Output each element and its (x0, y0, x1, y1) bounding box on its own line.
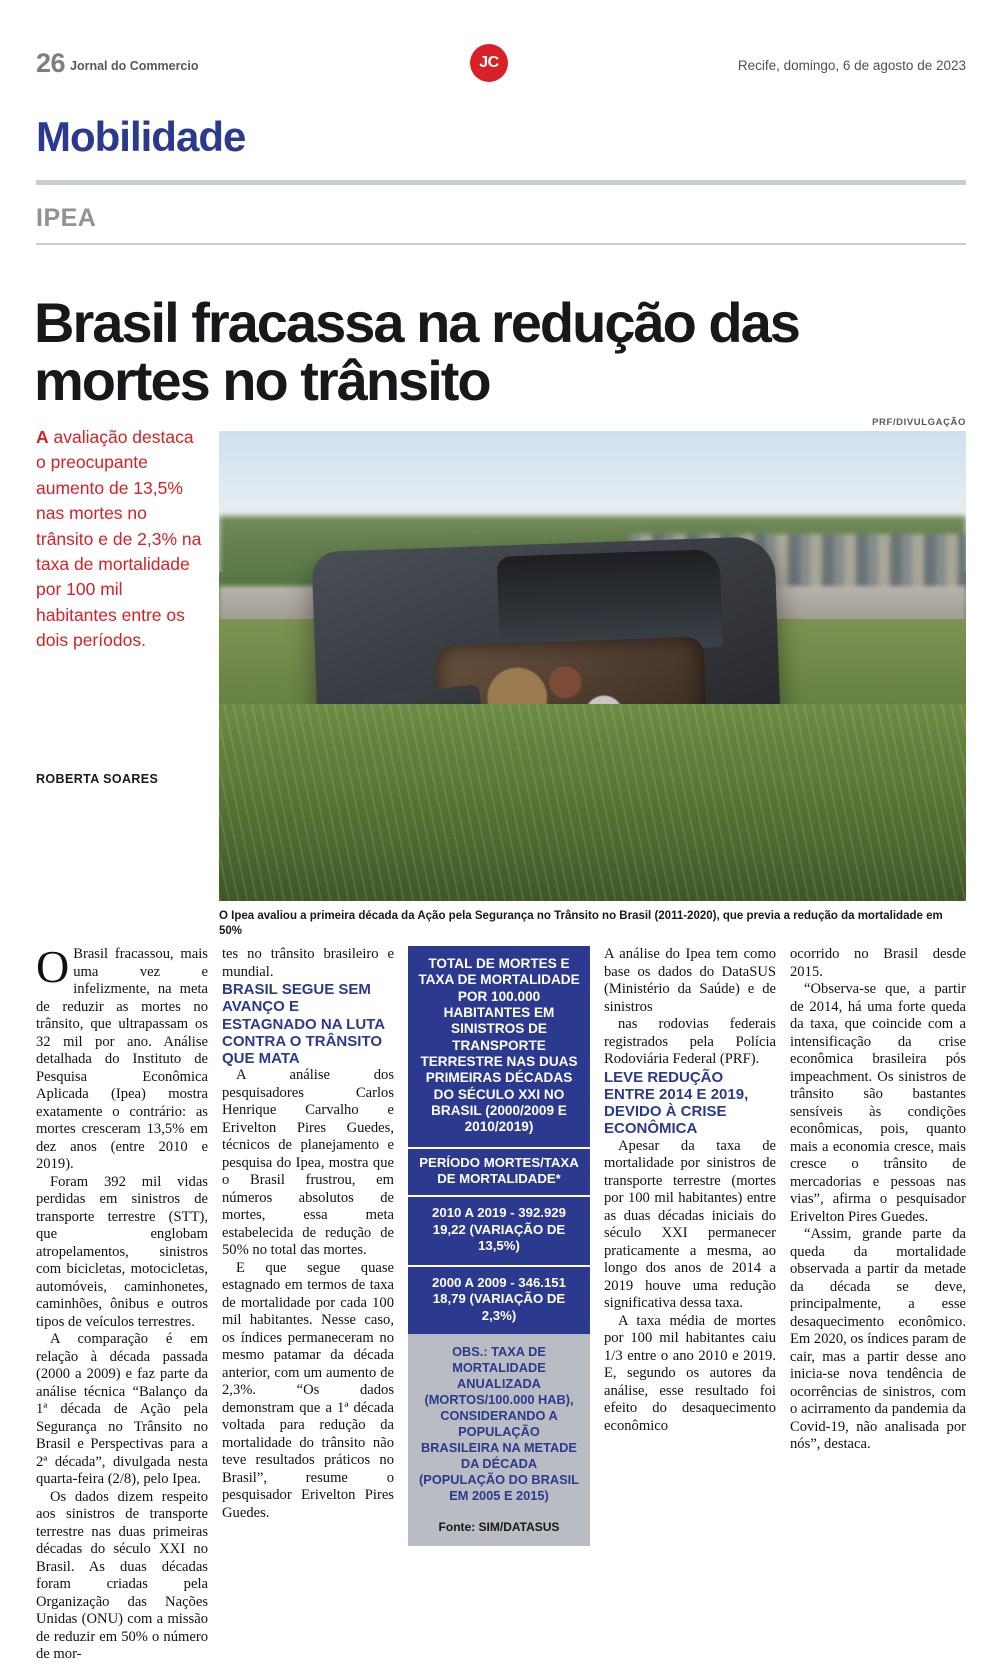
masthead (36, 48, 966, 92)
paragraph: Os dados dizem respeito aos sinistros de transporte terrestre nas duas primeiras décadas do século XXI no Brasil. As duas décadas foram criadas pela Organização das Nações Unidas (ONU) com a missão de reduzir em 50% o número de mor- (36, 1488, 208, 1662)
body-column-2 (222, 946, 394, 1522)
kicker-divider (36, 243, 966, 245)
section-divider (36, 180, 966, 185)
infobox-note: OBS.: TAXA DE MORTALIDADE ANUALIZADA (MORTOS/100.000 HAB), CONSIDERANDO A POPULAÇÃO BRASILEIRA NA METADE DA DÉCADA (POPULAÇÃO DO BRASIL EM 2005 E 2015) (408, 1334, 590, 1516)
paragraph: ocorrido no Brasil desde 2015. (790, 946, 966, 980)
dateline: Recife, domingo, 6 de agosto de 2023 (737, 58, 966, 73)
byline: ROBERTA SOARES (36, 772, 159, 786)
photo-grass-near (219, 704, 966, 901)
page-number: 26 (36, 48, 66, 78)
drop-cap: O (36, 941, 70, 992)
publication-name: Jornal do Commercio (70, 59, 199, 73)
paragraph (36, 941, 208, 1174)
paragraph: nas rodovias federais registrados pela Polícia Rodoviária Federal (PRF). (604, 1016, 776, 1067)
body-column-3 (604, 946, 776, 1435)
paragraph-text: Brasil fracassou, mais uma vez e infelizmente, na meta de reduzir as mortes no trânsito, que ultrapassam os 32 mil por ano. Análise detalhada do Instituto de Pesquisa Econômica Aplicada (Ipea) mostra exatamente o contrário: as mortes cresceram 13,5% em dez anos (entre 2010 e 2019). (36, 946, 208, 1172)
infobox-columns-label: PERÍODO MORTES/TAXA DE MORTALIDADE* (408, 1147, 590, 1195)
statistics-infobox (408, 946, 590, 1546)
paragraph: Apesar da taxa de mortalidade por sinistros de transporte terrestre (mortes por 100 mil habitantes) entre as duas décadas iniciais do século XXI permanecer praticamente a mesma, ao longo dos anos de 2014 a 2019 houve uma redução significativa dessa taxa. (604, 1137, 776, 1311)
section-title: Mobilidade (36, 113, 246, 160)
page-title: Brasil fracassa na redução das mortes no trânsito (34, 290, 799, 413)
section-subhead: BRASIL SEGUE SEM AVANÇO E ESTAGNADO NA LUTA CONTRA O TRÂNSITO QUE MATA (222, 981, 385, 1067)
infobox-title: TOTAL DE MORTES E TAXA DE MORTALIDADE POR 100.000 HABITANTES EM SINISTROS DE TRANSPORTE TERRESTRE NAS DUAS PRIMEIRAS DÉCADAS DO SÉCULO XXI NO BRASIL (2000/2009 E 2010/2019) (408, 946, 590, 1147)
paragraph: E que segue quase estagnado em termos de taxa de mortalidade por cada 100 mil habitantes. Nesse caso, os índices permaneceram no mesmo patamar da década anterior, com um aumento de 2,3%. “Os dados demonstram que a 1ª década voltada para redução da mortalidade do trânsito não teve resultados práticos no Brasil”, resume o pesquisador Erivelton Pires Guedes. (222, 1259, 394, 1521)
paragraph: tes no trânsito brasileiro e mundial. (222, 946, 394, 980)
article-kicker: IPEA (36, 204, 97, 232)
paragraph: A análise do Ipea tem como base os dados do DataSUS (Ministério da Saúde) e de sinistros (604, 946, 776, 1015)
section-subhead: LEVE REDUÇÃO ENTRE 2014 E 2019, DEVIDO À CRISE ECONÔMICA (604, 1068, 749, 1138)
crash-photo (219, 431, 966, 901)
article-standfirst (36, 425, 204, 653)
paragraph: Foram 392 mil vidas perdidas em sinistros de transporte terrestre (STT), que englobam atropelamentos, sinistros com bicicletas, motocicletas, automóveis, caminhonetes, caminhões, ônibus e outros tipos de veículos terrestres. (36, 1173, 208, 1330)
photo-caption: O Ipea avaliou a primeira década da Ação pela Segurança no Trânsito no Brasil (2011-2020), que previa a redução da mortalidade em 50% (219, 910, 943, 937)
paragraph: A comparação é em relação à década passada (2000 a 2009) e faz parte da análise técnica “Balanço da 1ª década de Ação pela Segurança no Trânsito no Brasil e Perspectivas para a 2ª década”, divulgada nesta quarta-feira (2/8), pelo Ipea. (36, 1331, 208, 1487)
infobox-source: Fonte: SIM/DATASUS (408, 1516, 590, 1546)
infobox-row: 2010 A 2019 - 392.929 19,22 (VARIAÇÃO DE 13,5%) (408, 1195, 590, 1265)
jc-logo-icon: JC (470, 44, 508, 82)
infobox-row: 2000 A 2009 - 346.151 18,79 (VARIAÇÃO DE 2,3%) (408, 1265, 590, 1335)
article-photo-block (219, 417, 966, 937)
paragraph: A análise dos pesquisadores Carlos Henrique Carvalho e Erivelton Pires Guedes, técnicos de planejamento e pesquisa do Ipea, mostra que o Brasil frustrou, em números absolutos de mortes, essa meta estabelecida de redução de 50% no total das mortes. (222, 1067, 394, 1259)
standfirst-lead-word: A (36, 427, 49, 447)
paragraph: A taxa média de mortes por 100 mil habitantes caiu 1/3 entre o ano 2010 e 2019. E, segundo os autores da análise, esse resultado foi efeito do desaquecimento econômico (604, 1312, 776, 1434)
standfirst-text: avaliação destaca o preocupante aumento de 13,5% nas mortes no trânsito e de 2,3% na taxa de mortalidade por 100 mil habitantes entre os dois períodos. (36, 427, 202, 650)
paragraph: “Observa-se que, a partir de 2014, há uma forte queda da taxa, que coincide com a intensificação da crise econômica brasileira pós impeachment. Os sinistros de trânsito são bastantes sensíveis às condições econômicas, pois, quanto mais a economia cresce, mais cresce o trânsito de mercadorias e pessoas nas vias”, afirma o pesquisador Erivelton Pires Guedes. (790, 981, 966, 1225)
paragraph: “Assim, grande parte da queda da mortalidade observada a partir da metade da década se deve, principalmente, a esse desaquecimento econômico. Em 2020, os índices param de cair, mas a partir desse ano inicia-se nova tendência de ocorrências de sinistros, com o acirramento da pandemia da Covid-19, não analisada por nós”, destaca. (790, 1226, 966, 1452)
photo-credit: PRF/DIVULGAÇÃO (872, 417, 966, 428)
body-column-4 (790, 946, 966, 1454)
body-column-1 (36, 941, 208, 1664)
